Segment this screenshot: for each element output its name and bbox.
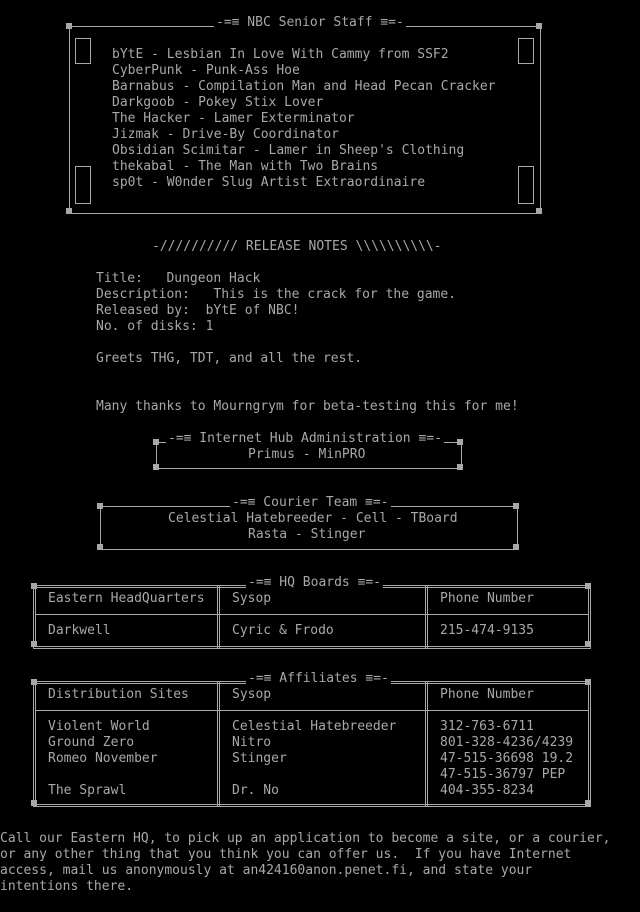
affiliates-col3-header: Phone Number (440, 687, 534, 702)
footer-line: access, mail us anonymously at an424160anon.penet.fi, and state your (0, 863, 533, 878)
release-title: Title: Dungeon Hack (96, 271, 261, 286)
hq-col2-header: Sysop (232, 591, 272, 606)
affiliate-phone: 404-355-8234 (440, 783, 534, 798)
affiliate-sysop: Celestial Hatebreeder (232, 719, 397, 734)
hq-phone: 215-474-9135 (440, 623, 534, 638)
release-released-by: Released by: bYtE of NBC! (96, 303, 300, 318)
affiliate-phone: 801-328-4236/4239 (440, 735, 574, 750)
affiliate-phone: 312-763-6711 (440, 719, 534, 734)
courier-line: Rasta - Stinger (248, 527, 366, 542)
affiliate-site: Romeo November (48, 751, 158, 766)
staff-member: The Hacker - Lamer Exterminator (112, 111, 355, 126)
affiliate-sysop: Dr. No (232, 783, 279, 798)
courier-header: -=≡ Courier Team ≡=- (232, 495, 389, 510)
hub-header: -=≡ Internet Hub Administration ≡=- (168, 431, 442, 446)
affiliates-col1-header: Distribution Sites (48, 687, 189, 702)
affiliates-header: -=≡ Affiliates ≡=- (248, 671, 389, 686)
hq-header: -=≡ HQ Boards ≡=- (248, 575, 382, 590)
staff-member: Jizmak - Drive-By Coordinator (112, 127, 339, 142)
staff-header: -=≡ NBC Senior Staff ≡=- (216, 15, 404, 30)
staff-member: CyberPunk - Punk-Ass Hoe (112, 63, 300, 78)
footer-line: Call our Eastern HQ, to pick up an application to become a site, or a courier, (0, 831, 611, 846)
release-disks: No. of disks: 1 (96, 319, 214, 334)
affiliate-site: The Sprawl (48, 783, 127, 798)
affiliate-site: Ground Zero (48, 735, 135, 750)
release-greets: Greets THG, TDT, and all the rest. (96, 351, 363, 366)
hq-col3-header: Phone Number (440, 591, 534, 606)
staff-member: bYtE - Lesbian In Love With Cammy from SSF2 (112, 47, 449, 62)
release-header: -////////// RELEASE NOTES \\\\\\\\\\- (152, 239, 442, 254)
staff-member: sp0t - W0nder Slug Artist Extraordinaire (112, 175, 426, 190)
courier-line: Celestial Hatebreeder - Cell - TBoard (168, 511, 458, 526)
hq-col1-header: Eastern HeadQuarters (48, 591, 205, 606)
affiliate-site: Violent World (48, 719, 150, 734)
staff-member: thekabal - The Man with Two Brains (112, 159, 379, 174)
hq-site: Darkwell (48, 623, 111, 638)
staff-member: Barnabus - Compilation Man and Head Pecan Cracker (112, 79, 496, 94)
staff-member: Obsidian Scimitar - Lamer in Sheep's Clothing (112, 143, 465, 158)
release-thanks: Many thanks to Mourngrym for beta-testing this for me! (96, 399, 519, 414)
affiliate-sysop: Stinger (232, 751, 287, 766)
release-description: Description: This is the crack for the game. (96, 287, 457, 302)
affiliate-phone: 47-515-36797 PEP (440, 767, 566, 782)
hq-sysop: Cyric & Frodo (232, 623, 334, 638)
footer-line: intentions there. (0, 879, 134, 894)
affiliate-sysop: Nitro (232, 735, 272, 750)
staff-member: Darkgoob - Pokey Stix Lover (112, 95, 324, 110)
hub-admin: Primus - MinPRO (248, 447, 366, 462)
affiliates-col2-header: Sysop (232, 687, 272, 702)
affiliate-phone: 47-515-36698 19.2 (440, 751, 574, 766)
footer-line: or any other thing that you think you can offer us. If you have Internet (0, 847, 572, 862)
